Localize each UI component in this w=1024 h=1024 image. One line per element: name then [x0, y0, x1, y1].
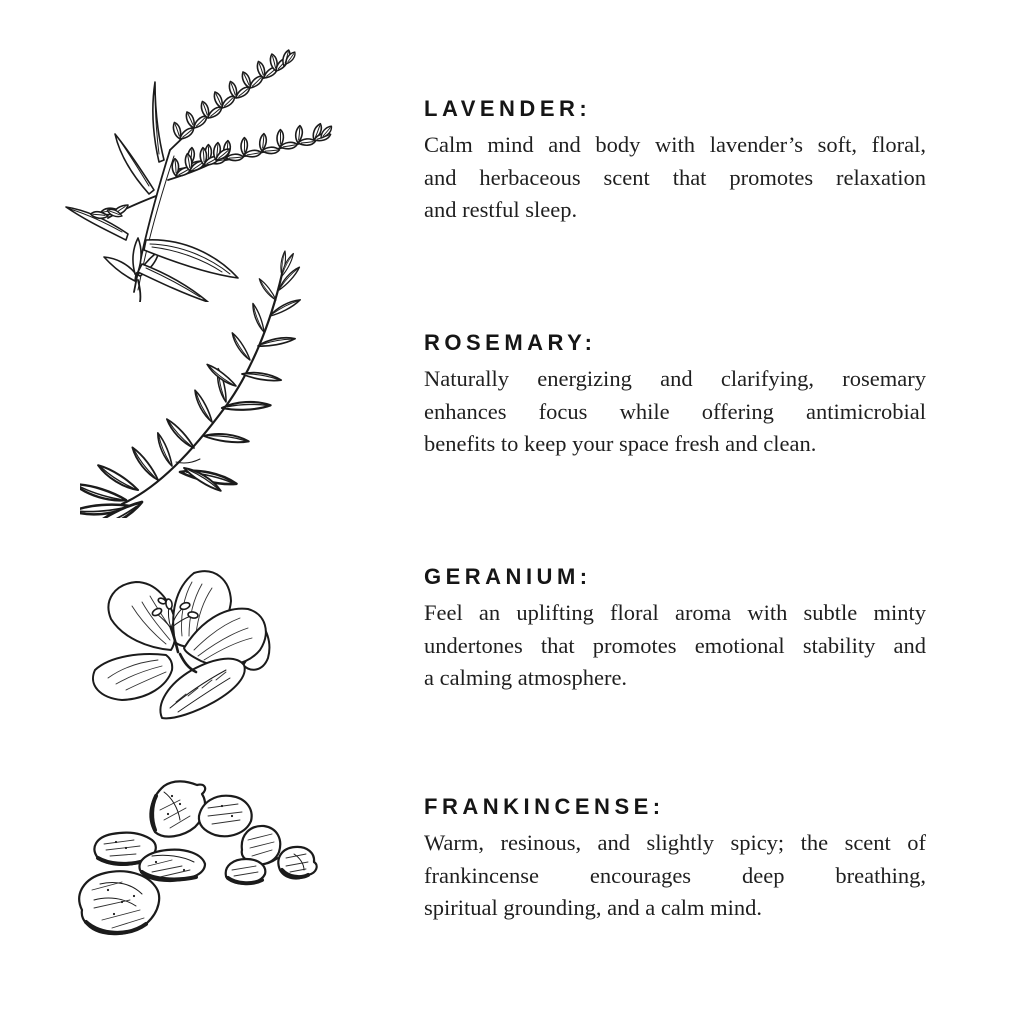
geranium-heading: GERANIUM: — [424, 564, 592, 589]
resin-chunk-front-right — [226, 859, 266, 884]
geranium-body — [424, 597, 926, 695]
body-line: and restful sleep. — [424, 197, 578, 222]
body-line: Warm, resinous, and slightly spicy; the scent of — [424, 830, 926, 855]
rosemary-body — [424, 363, 926, 461]
lavender-heading: LAVENDER: — [424, 96, 592, 121]
body-line: Naturally energizing and clarifying, rosemary — [424, 366, 926, 391]
body-line: a calming atmosphere. — [424, 665, 628, 690]
geranium-illustration — [58, 556, 288, 736]
resin-chunk-top — [150, 781, 205, 836]
body-line: Feel an uplifting floral aroma with subtle minty — [424, 600, 926, 625]
body-line: spiritual grounding, and a calm mind. — [424, 895, 763, 920]
body-line: and herbaceous scent that promotes relaxation — [424, 164, 926, 190]
section-rosemary-text — [424, 330, 926, 461]
resin-chunk-center — [140, 850, 205, 881]
section-geranium-text — [424, 564, 926, 695]
body-line: undertones that promotes emotional stability and — [424, 632, 926, 658]
body-line: enhances focus while offering antimicrobial — [424, 398, 926, 424]
frankincense-body — [424, 827, 926, 925]
body-line: frankincense encourages deep breathing, — [424, 862, 926, 888]
frankincense-heading: FRANKINCENSE: — [424, 794, 665, 819]
body-line: Calm mind and body with lavender’s soft, floral, — [424, 132, 926, 157]
rosemary-needles — [80, 251, 302, 518]
frankincense-illustration — [56, 770, 351, 960]
body-line: benefits to keep your space fresh and clean. — [424, 431, 817, 456]
rosemary-illustration — [80, 250, 320, 518]
lavender-flower-spikes — [90, 50, 334, 223]
lavender-body — [424, 129, 926, 227]
resin-chunk-far-right — [278, 847, 316, 879]
resin-chunk-bottom-left — [79, 871, 159, 934]
section-frankincense-text — [424, 794, 926, 925]
section-lavender-text — [424, 96, 926, 227]
rosemary-heading: ROSEMARY: — [424, 330, 597, 355]
